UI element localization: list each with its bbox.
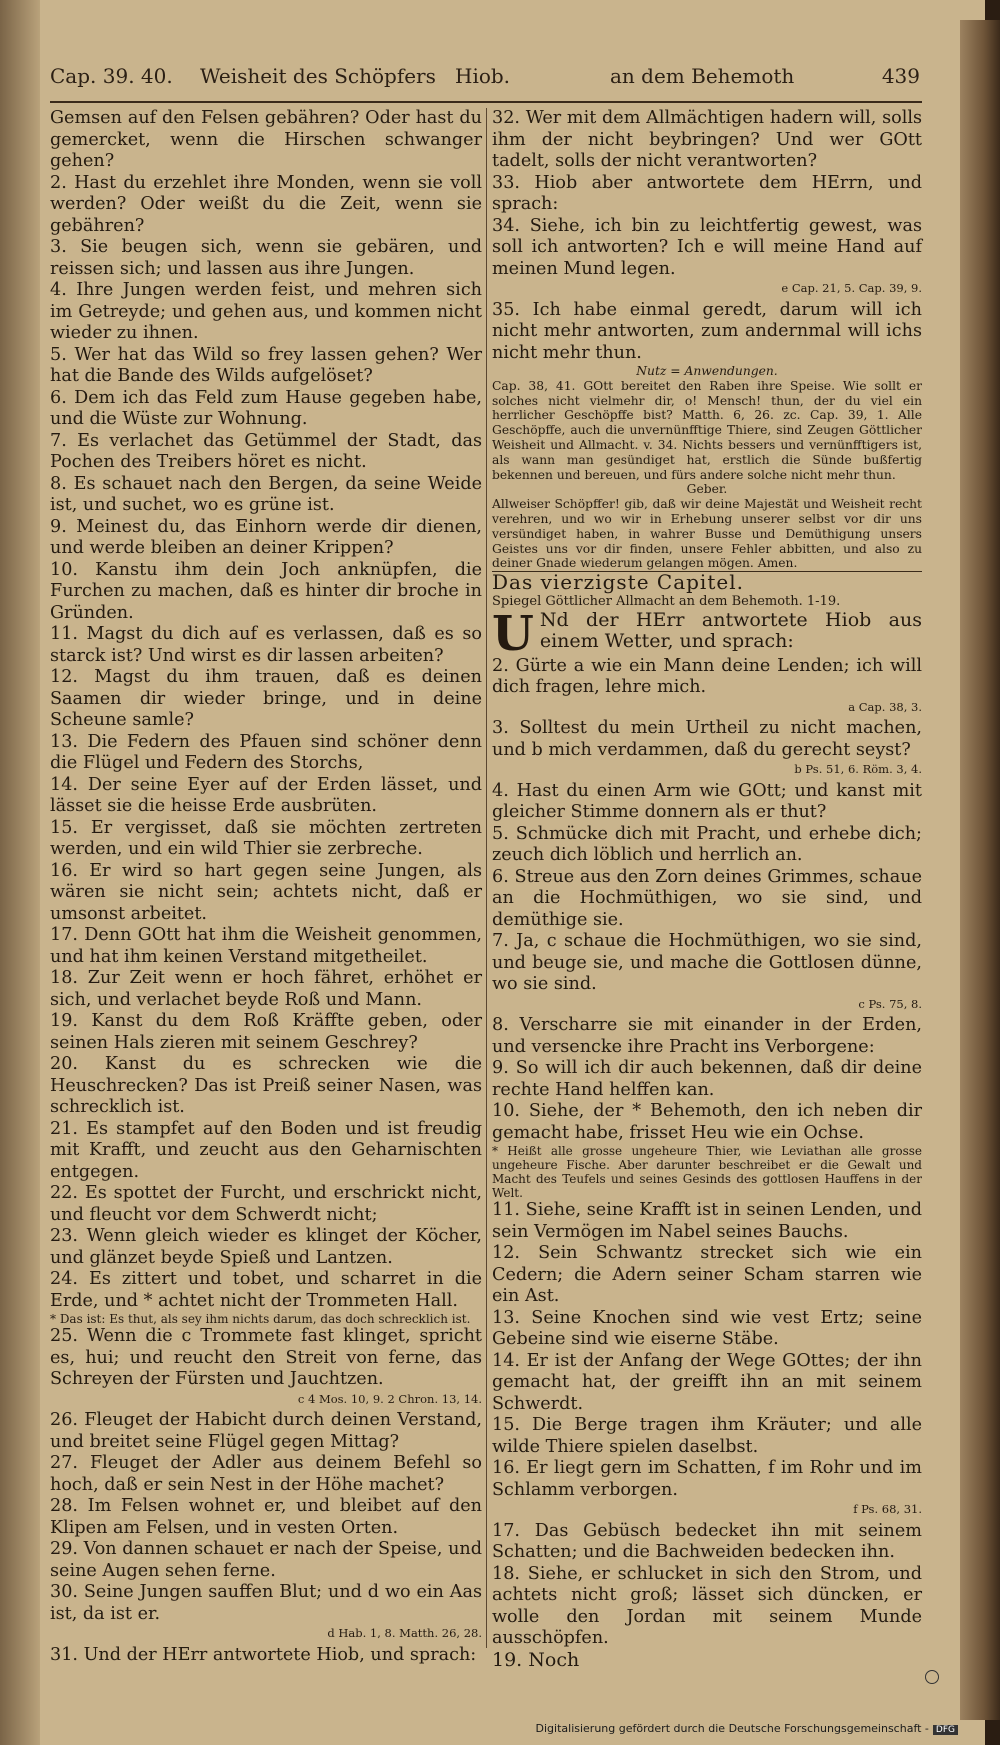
verse: 8. Es schauet nach den Bergen, da seine Weide ist, und suchet, wo es grüne ist. xyxy=(50,473,482,515)
verse: 3. Sie beugen sich, wenn sie gebären, und reissen sich; und lassen aus ihre Jungen. xyxy=(50,237,482,279)
verse: 29. Von dannen schauet er nach der Speise, und seine Augen sehen ferne. xyxy=(50,1539,482,1581)
verse: 15. Er vergisset, daß sie möchten zertreten werden, und ein wild Thier sie zerbreche. xyxy=(50,817,482,859)
verse: 15. Die Berge tragen ihm Kräuter; und alle wilde Thiere spielen daselbst. xyxy=(492,1415,922,1457)
verse: 24. Es zittert und tobet, und scharret in die Erde, und * achtet nicht der Trommeten Hall. xyxy=(50,1269,482,1311)
verse: 11. Magst du dich auf es verlassen, daß es so starck ist? Und wirst es dir lassen arbeiten? xyxy=(50,624,482,666)
cross-reference: a Cap. 38, 3. xyxy=(848,699,922,714)
verse: 28. Im Felsen wohnet er, und bleibet auf den Klipen am Felsen, und in vesten Orten. xyxy=(50,1496,482,1538)
verse: 10. Kanstu ihm dein Joch anknüpfen, die Furchen zu machen, daß es hinter dir broche in Gründen. xyxy=(50,559,482,623)
verse: 2. Gürte a wie ein Mann deine Lenden; ich will dich fragen, lehre mich. xyxy=(492,655,922,698)
verse: 32. Wer mit dem Allmächtigen hadern will, solls ihm der nicht beybringen? Und wer GOtt tadelt, solls der nicht verantworten? xyxy=(492,108,922,171)
verse: 31. Und der HErr antwortete Hiob, und sprach: xyxy=(50,1644,477,1665)
verse: 26. Fleuget der Habicht durch deinen Verstand, und breitet seine Flügel gegen Mittag? xyxy=(50,1410,482,1452)
footnote: * Das ist: Es thut, als sey ihm nichts darum, das doch schrecklich ist. xyxy=(50,1312,471,1326)
verse: 9. So will ich dir auch bekennen, daß dir deine rechte Hand helffen kan. xyxy=(492,1058,922,1100)
left-column xyxy=(50,108,482,1666)
dfg-badge: DFG xyxy=(933,1725,958,1735)
verse: 25. Wenn die c Trommete fast klinget, spricht es, hui; und reucht den Streit von ferne, das Schreyen der Fürsten und Jauchtzen. xyxy=(50,1326,482,1389)
ink-blot-mark xyxy=(925,1670,939,1684)
verse: 35. Ich habe einmal geredt, darum will ich nicht mehr antworten, zum andernmal will ichs nicht mehr thun. xyxy=(492,299,922,363)
nutz-title: Nutz = Anwendungen. xyxy=(636,364,778,378)
verse: 6. Streue aus den Zorn deines Grimmes, schaue an die Hochmüthigen, wo sie sind, und demüthige sie. xyxy=(492,866,922,930)
verse: 34. Siehe, ich bin zu leichtfertig gewest, was soll ich antworten? Ich e will meine Hand auf meinen Mund legen. xyxy=(492,215,922,279)
verse: 18. Zur Zeit wenn er hoch fähret, erhöhet er sich, und verlachet beyde Roß und Mann. xyxy=(50,968,482,1010)
geber-title: Geber. xyxy=(686,482,728,497)
verse: 27. Fleuget der Adler aus deinem Befehl so hoch, daß er sein Nest in der Höhe machet? xyxy=(50,1453,482,1495)
opening-text: Nd der HErr antwortete Hiob aus einem Wetter, und sprach: xyxy=(539,608,922,653)
drop-cap: U xyxy=(492,605,534,662)
verse: 7. Ja, c schaue die Hochmüthigen, wo sie sind, und beuge sie, und mache die Gottlosen dünne, wo sie sind. xyxy=(492,931,922,995)
verse: 17. Das Gebüsch bedecket ihn mit seinem Schatten; und die Bachweiden bedecken ihn. xyxy=(492,1520,922,1563)
verse: 22. Es spottet der Furcht, und erschrickt nicht, und fleucht vor dem Schwerdt nicht; xyxy=(50,1183,482,1225)
cross-reference: b Ps. 51, 6. Röm. 3, 4. xyxy=(794,762,922,777)
nutz-text: Cap. 38, 41. GOtt bereitet den Raben ihre Speise. Wie sollt er solches nicht vielmehr dir, o! Mensch! thun, der du viel ein herrlicher Geschöpffe bist? Matth. 6, 26. zc. Cap. 39, 1. Alle Geschöpffe, auch die unvernünfftige Thiere, sind Zeugen Göttlicher Weisheit und Allmacht. v. 34. Nichts bessers und vernünfftigers ist, als wann man gesündiget hat, erstlich die Sünde bußfertig bekennen und bereuen, und fürs andere solche nicht mehr thun. xyxy=(492,378,922,482)
verse: 16. Er liegt gern im Schatten, f im Rohr und im Schlamm verborgen. xyxy=(492,1458,922,1500)
verse: 3. Solltest du mein Urtheil zu nicht machen, und b mich verdammen, daß du gerecht seyst? xyxy=(492,718,922,760)
verse: 33. Hiob aber antwortete dem HErrn, und sprach: xyxy=(492,172,922,214)
verse: 12. Sein Schwantz strecket sich wie ein Cedern; die Adern seiner Scham starren wie ein Ast. xyxy=(492,1243,922,1307)
geber-text: Allweiser Schöpffer! gib, daß wir deine Majestät und Weisheit recht verehren, und wo wir in Erhebung unserer selbst vor dir uns versündiget haben, in wahrer Busse und Demüthigung unsers Geistes uns vor dir finden, unsere Fehler abbitten, und also zu deiner Gnade wiederum gelangen mögen. Amen. xyxy=(492,497,922,571)
header-topic: Weisheit des Schöpfers xyxy=(200,64,436,88)
footnote: * Heißt alle grosse ungeheure Thier, wie Leviathan alle grosse ungeheure Fische. Aber darunter beschreibet er die Gewalt und Macht des Teufels und seines Gesinds des gottlosen Hauffens in der Welt. xyxy=(492,1144,922,1201)
digitization-footer xyxy=(536,1722,958,1735)
footer-text: Digitalisierung gefördert durch die Deutsche Forschungsgemeinschaft - xyxy=(535,1722,929,1735)
verse: 7. Es verlachet das Getümmel der Stadt, das Pochen des Treibers höret es nicht. xyxy=(50,430,482,472)
verse: 4. Hast du einen Arm wie GOtt; und kanst mit gleicher Stimme donnern als er thut? xyxy=(492,780,922,823)
verse: 17. Denn GOtt hat ihm die Weisheit genommen, und hat ihm keinen Verstand mitgetheilet. xyxy=(50,925,482,967)
header-chapters: Cap. 39. 40. xyxy=(50,64,173,88)
cross-reference: c 4 Mos. 10, 9. 2 Chron. 13, 14. xyxy=(297,1391,482,1406)
verse: 12. Magst du ihm trauen, daß es deinen Saamen dir wieder bringe, und in deine Scheune samle? xyxy=(50,667,482,730)
header-rule xyxy=(50,101,922,103)
cross-reference: f Ps. 68, 31. xyxy=(853,1502,922,1517)
verse: 14. Der seine Eyer auf der Erden lässet, und lässet sie die heisse Erde ausbrüten. xyxy=(50,774,482,816)
column-divider xyxy=(486,108,487,1648)
verse: 11. Siehe, seine Krafft ist in seinen Lenden, und sein Vermögen im Nabel seines Bauchs. xyxy=(492,1200,922,1242)
chapter-summary: Spiegel Göttlicher Allmacht an dem Behemoth. 1-19. xyxy=(492,593,841,609)
verse: Gemsen auf den Felsen gebähren? Oder hast du gemercket, wenn die Hirschen schwanger gehen? xyxy=(50,108,482,171)
verse: 2. Hast du erzehlet ihre Monden, wenn sie voll werden? Oder weißt du die Zeit, wenn sie gebähren? xyxy=(50,172,482,236)
verse: 18. Siehe, er schlucket in sich den Strom, und achtets nicht groß; lässet sich düncken, er wolle den Jordan mit seinem Munde ausschöpfen. xyxy=(492,1563,922,1649)
catchword: 19. Noch xyxy=(492,1648,580,1671)
verse: 8. Verscharre sie mit einander in der Erden, und versencke ihre Pracht ins Verborgene: xyxy=(492,1015,922,1057)
running-header xyxy=(50,60,920,98)
verse: 4. Ihre Jungen werden feist, und mehren sich im Getreyde; und gehen aus, und kommen nicht wieder zu ihnen. xyxy=(50,280,482,343)
verse: 30. Seine Jungen sauffen Blut; und d wo ein Aas ist, da ist er. xyxy=(50,1582,482,1624)
header-book: Hiob. xyxy=(455,64,511,88)
verse: 9. Meinest du, das Einhorn werde dir dienen, und werde bleiben an deiner Krippen? xyxy=(50,516,482,558)
cross-reference: e Cap. 21, 5. Cap. 39, 9. xyxy=(781,281,922,295)
cross-reference: c Ps. 75, 8. xyxy=(858,996,922,1011)
page-edge xyxy=(960,20,1000,1720)
verse: 13. Seine Knochen sind wie vest Ertz; seine Gebeine sind wie eiserne Stäbe. xyxy=(492,1307,922,1350)
verse: 10. Siehe, der * Behemoth, den ich neben dir gemacht habe, frisset Heu wie ein Ochse. xyxy=(492,1101,922,1143)
verse: 20. Kanst du es schrecken wie die Heuschrecken? Das ist Preiß seiner Nasen, was schrecklich ist. xyxy=(50,1054,482,1117)
verse: 5. Schmücke dich mit Pracht, und erhebe dich; zeuch dich löblich und herrlich an. xyxy=(492,823,922,866)
verse: 16. Er wird so hart gegen seine Jungen, als wären sie nicht sein; achtets nicht, daß er umsonst arbeitet. xyxy=(50,860,482,924)
page-gutter-shadow xyxy=(0,0,40,1745)
chapter-heading: Das vierzigste Capitel. xyxy=(492,571,922,594)
cross-reference: d Hab. 1, 8. Matth. 26, 28. xyxy=(327,1626,482,1640)
chapter-opening xyxy=(492,605,922,662)
verse: 19. Kanst du dem Roß Kräffte geben, oder seinen Hals zieren mit seinem Geschrey? xyxy=(50,1011,482,1053)
verse: 5. Wer hat das Wild so frey lassen gehen? Wer hat die Bande des Wilds aufgelöset? xyxy=(50,344,482,386)
header-subject: an dem Behemoth xyxy=(610,64,795,88)
verse: 23. Wenn gleich wieder es klinget der Köcher, und glänzet beyde Spieß und Lantzen. xyxy=(50,1226,482,1268)
verse: 14. Er ist der Anfang der Wege GOttes; der ihn gemacht hat, der greifft ihn an mit seinem Schwerdt. xyxy=(492,1350,922,1414)
page-number: 439 xyxy=(881,64,920,88)
verse: 21. Es stampfet auf den Boden und ist freudig mit Krafft, und zeucht aus den Geharnischten entgegen. xyxy=(50,1118,482,1182)
verse: 13. Die Federn des Pfauen sind schöner denn die Flügel und Federn des Storchs, xyxy=(50,731,482,773)
verse: 6. Dem ich das Feld zum Hause gegeben habe, und die Wüste zur Wohnung. xyxy=(50,387,482,429)
right-column xyxy=(492,108,922,1671)
